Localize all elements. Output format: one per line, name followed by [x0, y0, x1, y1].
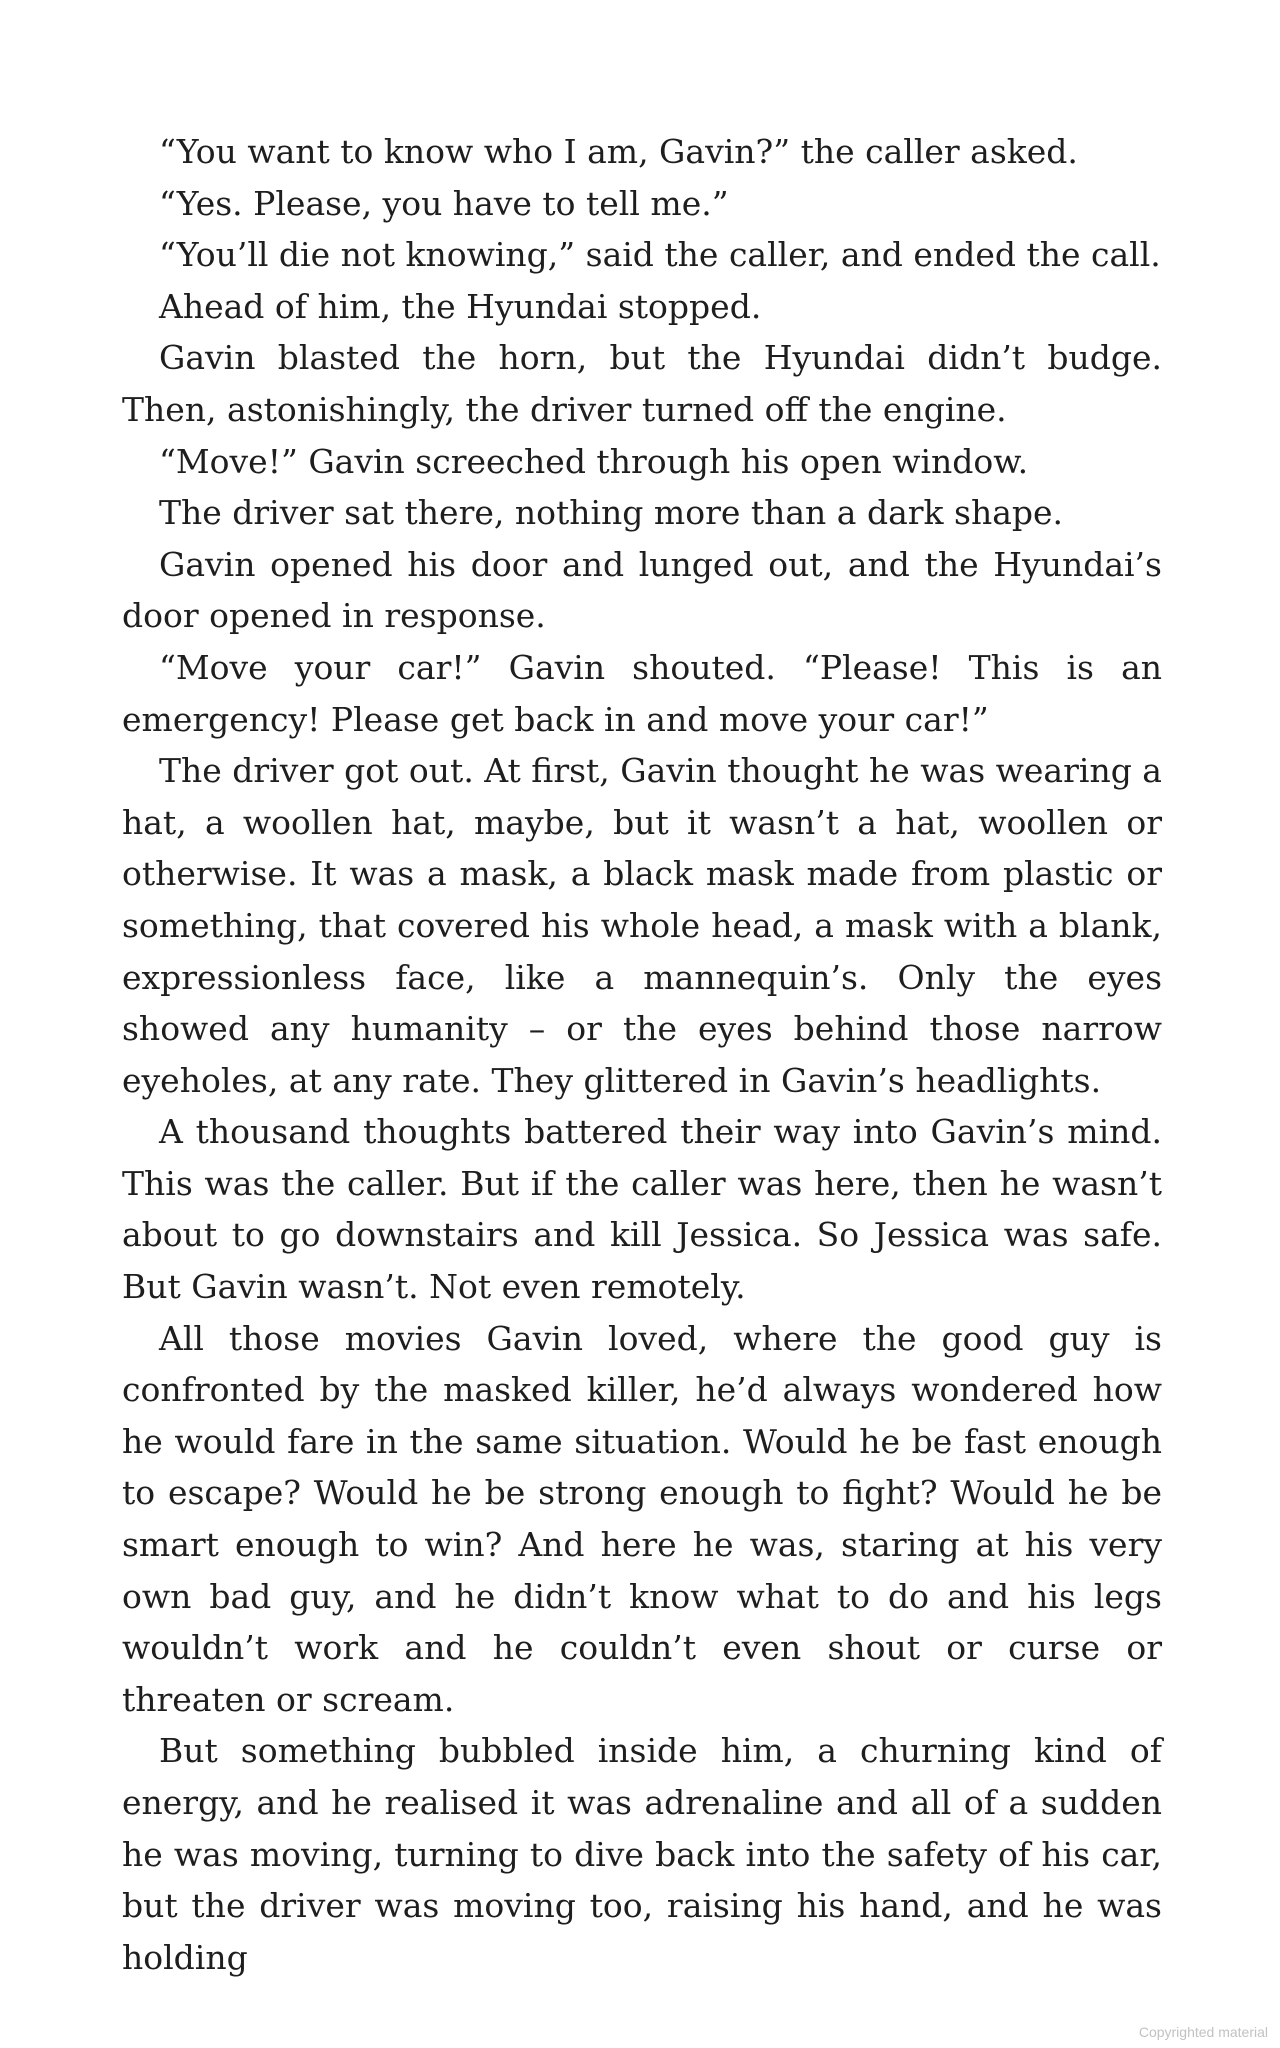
paragraph: “You want to know who I am, Gavin?” the caller asked.	[159, 132, 1078, 171]
paragraph: Gavin opened his door and lunged out, and the Hyundai’s door opened in response.	[122, 544, 1162, 636]
paragraph: But something bubbled inside him, a churning kind of energy, and he realised it was adrenaline and all of a sudden he was moving, turning to dive back into the safety of his car, but the driver was moving too, raising his hand, and he was holding	[122, 1731, 1162, 1977]
paragraph: A thousand thoughts battered their way into Gavin’s mind. This was the caller. But if the caller was here, then he wasn’t about to go downstairs and kill Jessica. So Jessica was safe. But Gavin wasn’t. Not even remotely.	[122, 1112, 1162, 1307]
paragraph: The driver sat there, nothing more than a dark shape.	[159, 493, 1064, 533]
paragraph: All those movies Gavin loved, where the good guy is confronted by the masked killer, he’d always wondered how he would fare in the same situation. Would he be fast enough to escape? Would he be strong enough to fight? Would he be smart enough to win? And here he was, staring at his very own bad guy, and he didn’t know what to do and his legs wouldn’t work and he couldn’t even shout or curse or threaten or scream.	[122, 1318, 1162, 1719]
paragraph: “Move!” Gavin screeched through his open window.	[159, 441, 1029, 481]
copyright-watermark: Copyrighted material	[1138, 2024, 1268, 2040]
paragraph: The driver got out. At first, Gavin thought he was wearing a hat, a woollen hat, maybe, but it wasn’t a hat, woollen or otherwise. It was a mask, a black mask made from plastic or something, that covered his whole head, a mask with a blank, expressionless face, like a mannequin’s. Only the eyes showed any humanity – or the eyes behind those narrow eyeholes, at any rate. They glittered in Gavin’s headlights.	[122, 751, 1162, 1100]
paragraph: Ahead of him, the Hyundai stopped.	[159, 286, 762, 326]
paragraph: “Move your car!” Gavin shouted. “Please! This is an emergency! Please get back in and move your car!”	[122, 647, 1162, 739]
paragraph: Gavin blasted the horn, but the Hyundai didn’t budge. Then, astonishingly, the driver turned off the engine.	[122, 338, 1162, 429]
paragraph: “Yes. Please, you have to tell me.”	[159, 183, 729, 223]
paragraph: “You’ll die not knowing,” said the caller, and ended the call.	[159, 235, 1161, 275]
body-text	[122, 126, 1162, 1983]
